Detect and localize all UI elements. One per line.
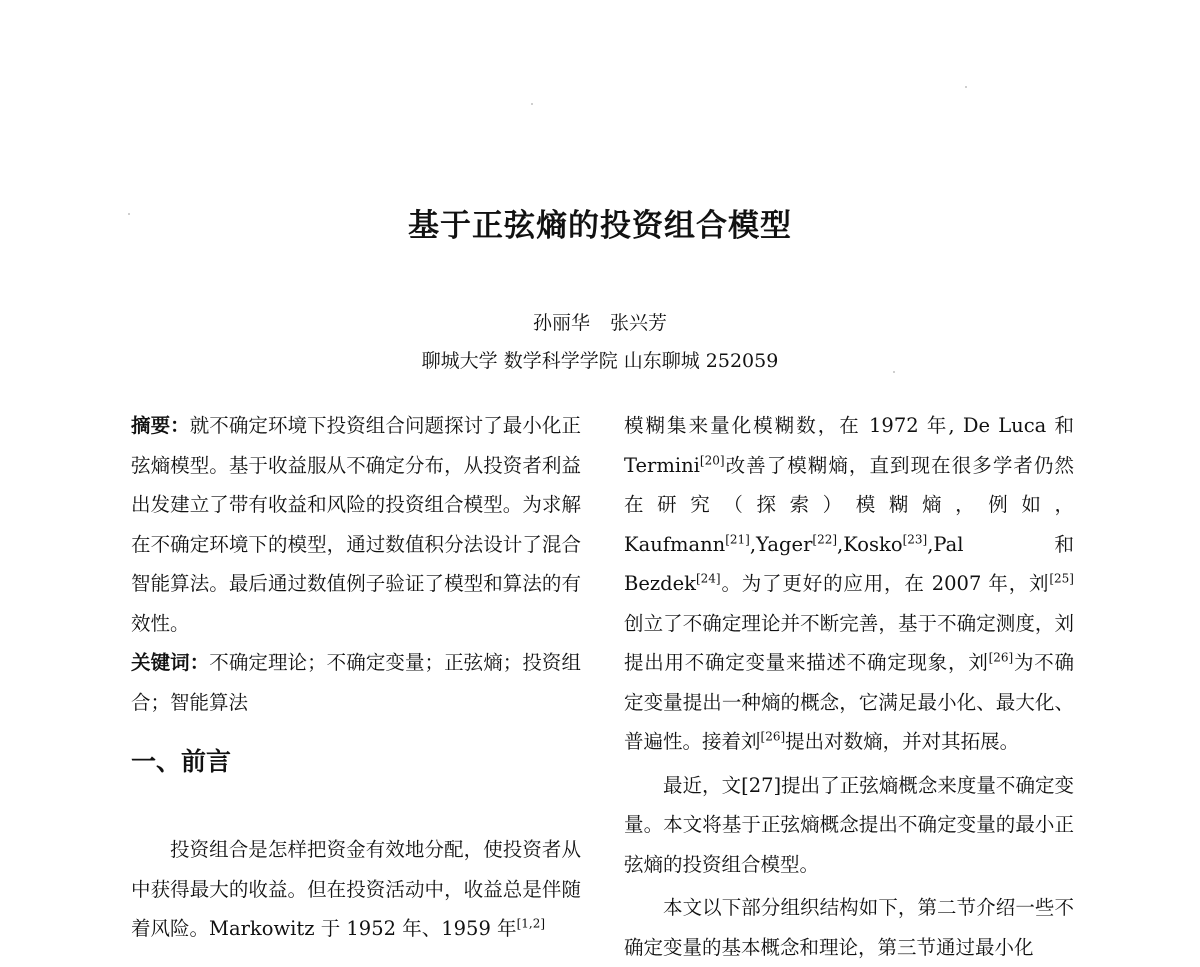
paragraph-sine-entropy: 最近，文[27]提出了正弦熵概念来度量不确定变量。本文将基于正弦熵概念提出不确定变量的最小正弦熵的投资组合模型。 (624, 773, 1074, 876)
author-name: 张兴芳 (610, 312, 668, 334)
paragraph-text: 模糊集来量化模糊数，在 1972 年, De Luca 和 Termini (624, 414, 1074, 477)
citation: [26] (988, 650, 1014, 665)
abstract-text: 就不确定环境下投资组合问题探讨了最小化正弦熵模型。基于收益服从不确定分布，从投资者利益出发建立了带有收益和风险的投资组合模型。为求解在不确定环境下的模型，通过数值积分法设计了混合智能算法。最后通过数值例子验证了模型和算法的有效性。 (131, 414, 581, 635)
paragraph-text: ,Kosko (837, 532, 903, 556)
paragraph-fuzzy-entropy (624, 406, 1074, 762)
citation: [25] (1049, 571, 1074, 586)
citation: [26] (760, 729, 786, 744)
paragraph-text: ,Pal 和 Bezdek (624, 532, 1074, 595)
paragraph-organization: 本文以下部分组织结构如下，第二节介绍一些不确定变量的基本概念和理论，第三节通过最小化 (624, 896, 1074, 959)
citation: [21] (725, 532, 750, 546)
keywords (131, 643, 581, 722)
author-name: 孙丽华 (532, 312, 590, 334)
right-column (624, 406, 1074, 967)
intro-paragraph (131, 830, 581, 949)
scan-speck (965, 86, 967, 88)
scan-speck (128, 213, 130, 215)
paragraph-text: ,Yager (749, 532, 813, 556)
scan-speck (531, 103, 533, 105)
author-list (0, 308, 1200, 335)
citation: [24] (695, 571, 721, 586)
paragraph-text: 为不确定变量提出一种熵的概念，它满足最小化、最大化、普遍性。接着刘 (624, 651, 1074, 753)
citation: [22] (812, 532, 838, 546)
intro-text: 投资组合是怎样把资金有效地分配，使投资者从中获得最大的收益。但在投资活动中，收益总是伴随着风险。Markowitz 于 1952 年、1959 年 (131, 838, 581, 940)
citation: [20] (699, 453, 725, 467)
scan-speck (893, 371, 895, 373)
abstract (131, 406, 581, 643)
section-heading-introduction: 一、前言 (131, 747, 232, 776)
keywords-label: 关键词： (131, 651, 210, 674)
paragraph-text: 改善了模糊熵，直到现在很多学者仍然在研究（探索）模糊熵，例如，Kaufmann (624, 453, 1074, 556)
keywords-text: 不确定理论；不确定变量；正弦熵；投资组合；智能算法 (131, 651, 581, 714)
affiliation: 聊城大学 数学科学学院 山东聊城 252059 (421, 350, 779, 372)
paragraph-text: 。为了更好的应用，在 2007 年，刘 (720, 572, 1050, 595)
paragraph-text: 提出对数熵，并对其拓展。 (785, 730, 1020, 753)
paper-title: 基于正弦熵的投资组合模型 (408, 208, 792, 244)
citation: [23] (902, 532, 928, 546)
paragraph-text: 创立了不确定理论并不断完善，基于不确定测度，刘提出用不确定变量来描述不确定现象，刘 (624, 611, 1074, 674)
left-column (131, 406, 581, 949)
abstract-label: 摘要： (131, 414, 190, 437)
citation: [1,2] (516, 916, 546, 931)
